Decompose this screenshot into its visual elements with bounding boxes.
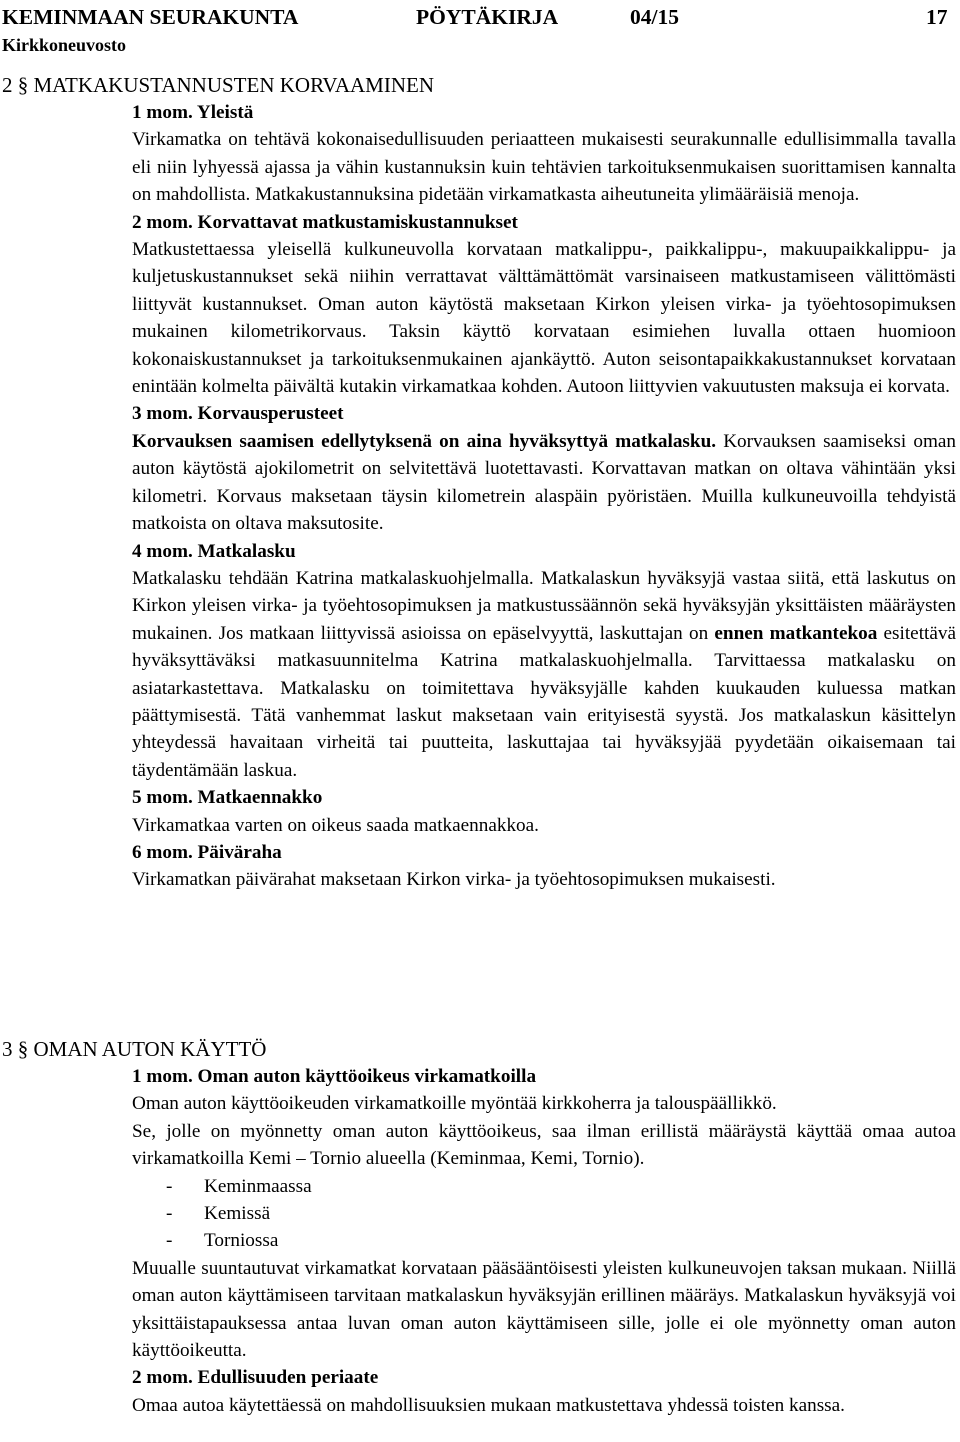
s3-mom1-text: Se, jolle on myönnetty oman auton käyttöoikeus, saa ilman erillistä määräystä käyttää omaa autoa virkamatkoilla Kemi – Tornio alueella (Keminmaa, Kemi, Tornio). xyxy=(132,1120,956,1170)
s2-mom3-bold: Korvauksen saamisen edellytyksenä on aina hyväksyttyä matkalasku. xyxy=(132,430,717,452)
s2-mom6-heading: 6 mom. Päiväraha xyxy=(132,841,282,863)
s3-location-list xyxy=(0,1173,960,1255)
s2-mom4-text-a: Matkalasku tehdään Katrina matkalaskuohjelmalla. Matkalaskun hyväksyjä vastaa siitä, että laskutus on Kirkon yleisen virka- ja työehtosopimuksen ja matkustussäännön sekä hyväksyjän yksittäisten määräysten mukainen. Jos matkaan liittyvissä asioissa on epäselvyyttä, laskuttajan on xyxy=(132,567,956,644)
list-dash: - xyxy=(166,1230,173,1252)
list-item: - Kemissä xyxy=(0,1200,960,1227)
s2-mom1-heading: 1 mom. Yleistä xyxy=(132,102,254,123)
s2-mom4-heading: 4 mom. Matkalasku xyxy=(132,540,296,562)
section-3-title: 3 § OMAN AUTON KÄYTTÖ xyxy=(2,1037,267,1061)
s3-mom1-line1: Oman auton käyttöoikeuden virkamatkoille myöntää kirkkoherra ja talouspäällikkö. xyxy=(132,1093,777,1115)
s2-mom1-text: Virkamatka on tehtävä kokonaisedullisuuden periaatteen mukaisesti seurakunnalle edullisimmalla tavalla eli niin lyhyessä ajassa ja vähin kustannuksin kuin tehtävien tarkoituksenmukaisen suorittamisen kannalta on mahdollista. Matkakustannuksina pidetään virkamatkasta aiheutuneita ylimääräisiä menoja. xyxy=(132,129,956,206)
s3-mom1-after: Muualle suuntautuvat virkamatkat korvataan pääsääntöisesti yleisten kulkuneuvojen taksan mukaan. Niillä oman auton käyttämiseen tarvitaan matkalaskun hyväksyjän erillinen määräys. Matkalaskun hyväksyjä voi yksittäistapauksessa antaa luvan oman auton käyttämiseen sille, jolle ei ole myönnetty oman auton käyttöoikeutta. xyxy=(132,1257,956,1362)
s2-mom2-text: Matkustettaessa yleisellä kulkuneuvolla korvataan matkalippu-, paikkalippu-, makuupaikkalippu- ja kuljetuskustannukset sekä niihin verrattavat välttämättömät varsinaiseen matkustamiseen välittömästi liittyvät kustannukset. Oman auton käytöstä maksetaan Kirkon yleisen virka- ja työehtosopimuksen mukainen kilometrikorvaus. Taksin käyttö korvataan esimiehen luvalla ottaen huomioon kokonaiskustannukset ja tarkoituksenmukainen ajankäyttö. Auton seisontapaikkakustannukset korvataan enintään kolmelta päivältä kutakin virkamatkaa kohden. Autoon liittyvien vakuutusten maksuja ei korvata. xyxy=(132,239,956,398)
section-2-body xyxy=(132,99,956,894)
s2-mom4-text-b: esitettävä hyväksyttäväksi matkasuunnitelma Katrina matkalaskuohjelmalla. Tarvittaessa matkalasku on asiatarkastettava. Matkalasku on toimitettava hyväksyjälle kahden kuukauden kuluessa matkan päättymisestä. Tätä vanhemmat laskut maksetaan vain erityisestä syystä. Jos matkalaskun käsittelyn yhteydessä havaitaan virheitä tai puutteita, laskuttajaa tai hyväksyjää pyydetään oikaisemaan tai täydentämään laskua. xyxy=(132,622,956,781)
s3-mom2-heading: 2 mom. Edullisuuden periaate xyxy=(132,1367,379,1389)
section-3-body xyxy=(132,1063,956,1419)
s2-mom4-bold: ennen matkantekoa xyxy=(714,622,878,644)
header-doc-type: PÖYTÄKIRJA xyxy=(416,5,559,29)
list-dash: - xyxy=(166,1203,173,1225)
s2-mom5-text: Virkamatkaa varten on oikeus saada matkaennakkoa. xyxy=(132,814,539,836)
s2-mom3-paragraph xyxy=(132,428,956,538)
s2-mom5-heading: 5 mom. Matkaennakko xyxy=(132,787,323,809)
s2-mom3-text: Korvauksen saamiseksi oman auton käytöstä ajokilometrit on selvitettävä luotettavasti. Korvattavan matkan on oltava vähintään yksi kilometri. Korvaus maksetaan täysin kilometrein alaspäin pyöristäen. Muilla kulkuneuvoilla tehdyistä matkoista on oltava maksutosite. xyxy=(132,430,956,535)
header-meeting-number: 04/15 xyxy=(630,5,679,29)
s2-mom4-paragraph xyxy=(132,565,956,784)
list-item: - Keminmaassa xyxy=(0,1173,960,1200)
s2-mom3-heading: 3 mom. Korvausperusteet xyxy=(132,403,344,425)
header-body: Kirkkoneuvosto xyxy=(2,35,127,55)
section-2-title: 2 § MATKAKUSTANNUSTEN KORVAAMINEN xyxy=(2,73,435,97)
list-item: - Torniossa xyxy=(0,1227,960,1254)
s2-mom6-text: Virkamatkan päivärahat maksetaan Kirkon virka- ja työehtosopimuksen mukaisesti. xyxy=(132,869,776,891)
s2-mom2-heading: 2 mom. Korvattavat matkustamiskustannukset xyxy=(132,211,518,233)
header-org: KEMINMAAN SEURAKUNTA xyxy=(2,5,299,29)
s3-mom2-text: Omaa autoa käytettäessä on mahdollisuuksien mukaan matkustettava yhdessä toisten kanssa. xyxy=(132,1394,845,1416)
s3-mom1-heading: 1 mom. Oman auton käyttöoikeus virkamatkoilla xyxy=(132,1066,537,1087)
list-dash: - xyxy=(166,1175,173,1197)
header-page-number: 17 xyxy=(926,5,948,29)
